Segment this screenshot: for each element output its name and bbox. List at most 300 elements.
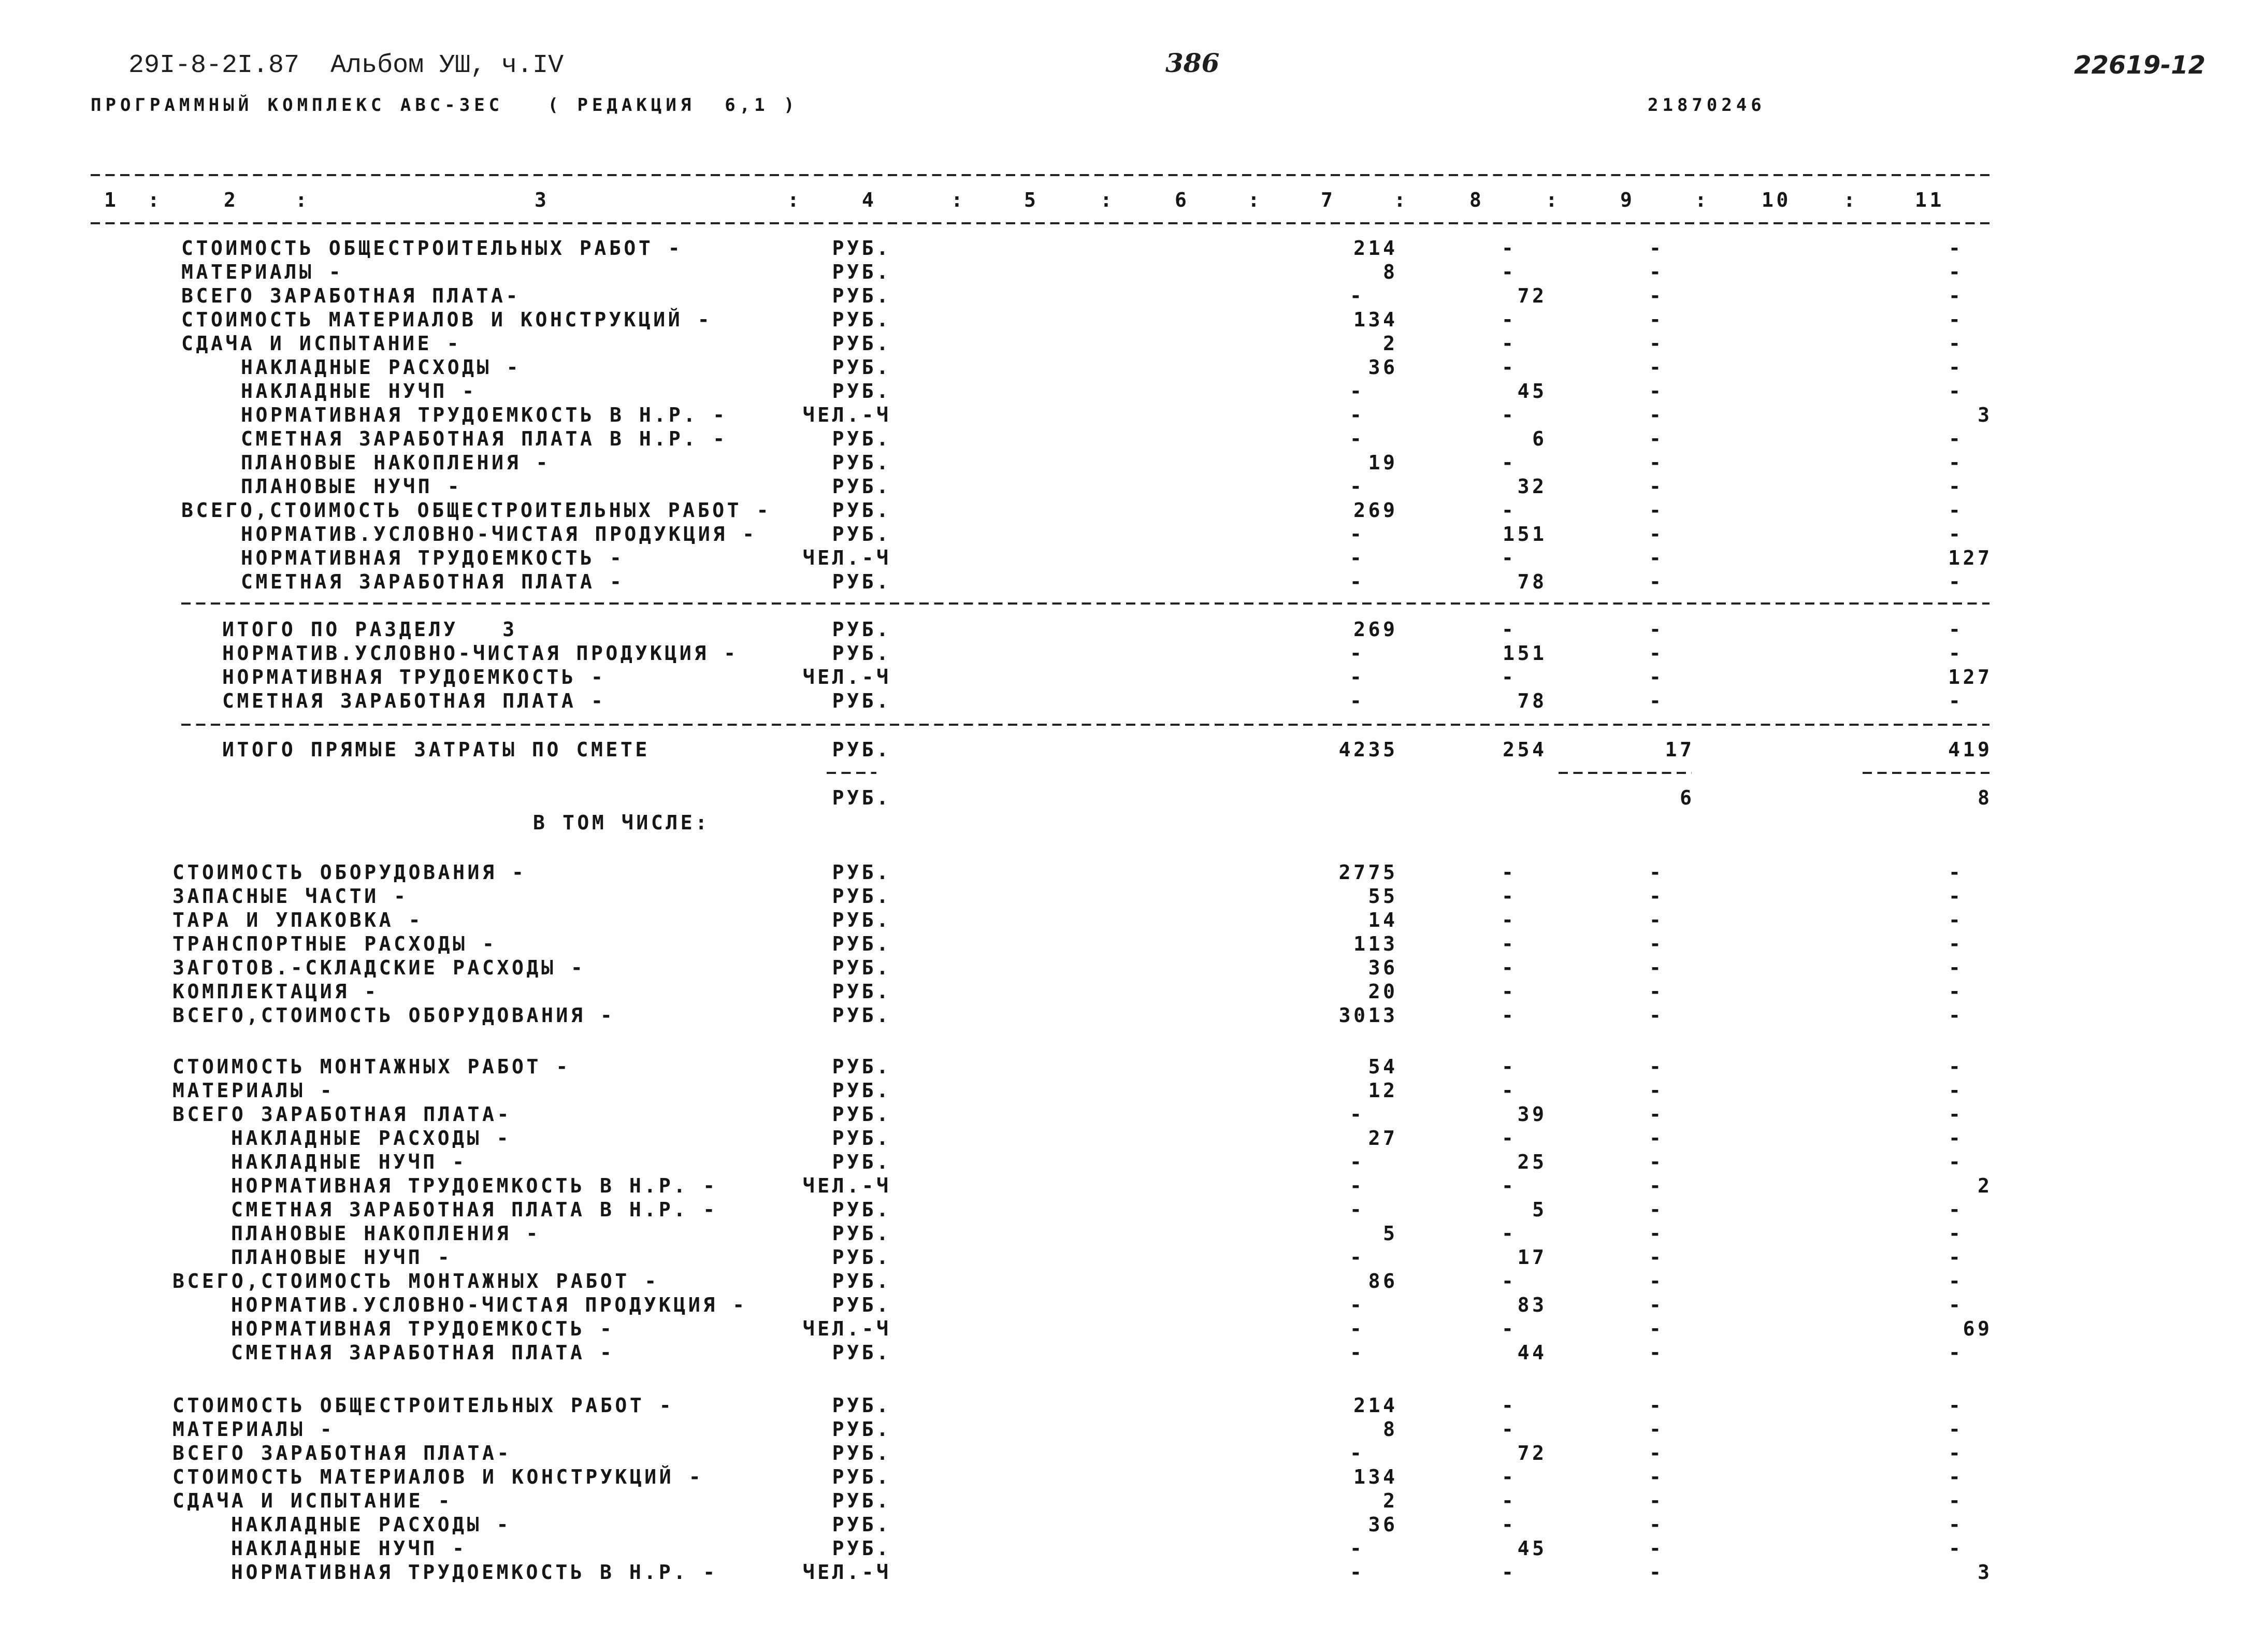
cell-col8: 32 — [1517, 475, 1547, 498]
table-row — [0, 1536, 2264, 1560]
row-unit: РУБ. — [832, 1466, 891, 1488]
column-number-7: 7 — [1321, 189, 1336, 211]
cell-col7: 14 — [1368, 909, 1398, 931]
cell-col9: - — [1649, 1004, 1664, 1027]
cell-col8: - — [1502, 451, 1517, 474]
album-title: 29I-8-2I.87 Альбом УШ, ч.IV — [128, 51, 564, 80]
cell-col8: - — [1502, 1222, 1517, 1245]
table-row — [0, 355, 2264, 379]
section-total-by-part — [0, 617, 2264, 713]
cell-col11: - — [1949, 1489, 1964, 1512]
cell-col8: 6 — [1532, 427, 1547, 450]
cell-col9: - — [1649, 1222, 1664, 1245]
cell-col11: - — [1949, 261, 1964, 283]
row-unit: ЧЕЛ.-Ч — [802, 1174, 891, 1197]
row-label: СТОИМОСТЬ МАТЕРИАЛОВ И КОНСТРУКЦИЙ - — [181, 308, 713, 331]
table-row — [0, 860, 2264, 884]
table-row — [0, 260, 2264, 284]
cell-col9: - — [1649, 618, 1664, 641]
cell-col11: - — [1949, 237, 1964, 260]
cell-col7: - — [1350, 1198, 1365, 1221]
row-label: НАКЛАДНЫЕ РАСХОДЫ - — [231, 1513, 512, 1536]
cell-col9: - — [1649, 1246, 1664, 1269]
column-number-4: 4 — [862, 189, 877, 211]
cell-col8: 5 — [1532, 1198, 1547, 1221]
cell-col9: - — [1649, 356, 1664, 379]
row-label: ЗАГОТОВ.-СКЛАДСКИЕ РАСХОДЫ - — [172, 956, 586, 979]
cell-col11: - — [1949, 1418, 1964, 1441]
row-label: НОРМАТИВНАЯ ТРУДОЕМКОСТЬ - — [231, 1317, 615, 1340]
table-row — [0, 1126, 2264, 1150]
cell-col7: - — [1350, 404, 1365, 426]
cell-col9: - — [1649, 404, 1664, 426]
section-installation — [0, 1055, 2264, 1364]
row-label: НАКЛАДНЫЕ НУЧП - — [241, 380, 477, 403]
table-row — [0, 1317, 2264, 1341]
cell-col11: - — [1949, 956, 1964, 979]
row-unit: РУБ. — [832, 1198, 891, 1221]
row-label: ПЛАНОВЫЕ НАКОПЛЕНИЯ - — [231, 1222, 541, 1245]
cell-col11: - — [1949, 1055, 1964, 1078]
cell-col7: 5 — [1383, 1222, 1398, 1245]
cell-col11: - — [1949, 308, 1964, 331]
cell-col8: 78 — [1517, 570, 1547, 593]
cell-col7: 2 — [1383, 1489, 1398, 1512]
row-label: ПЛАНОВЫЕ НАКОПЛЕНИЯ - — [241, 451, 551, 474]
column-separator: : — [787, 189, 802, 211]
cell-col11: 3 — [1978, 404, 1993, 426]
row-label: ВСЕГО ЗАРАБОТНАЯ ПЛАТА- — [181, 284, 521, 307]
cell-col7: 36 — [1368, 956, 1398, 979]
table-row — [0, 617, 2264, 641]
cell-col7: - — [1350, 475, 1365, 498]
cell-col7: 113 — [1353, 932, 1398, 955]
cell-col9: - — [1649, 689, 1664, 712]
cell-col11: - — [1949, 932, 1964, 955]
cell-col9: - — [1649, 980, 1664, 1003]
row-unit: ЧЕЛ.-Ч — [802, 547, 891, 569]
cell-col9: - — [1649, 1270, 1664, 1292]
cell-col11: - — [1949, 1246, 1964, 1269]
cell-col8: - — [1502, 1317, 1517, 1340]
dashed-rule — [91, 174, 1989, 176]
column-number-9: 9 — [1620, 189, 1635, 211]
cell-col8: - — [1502, 261, 1517, 283]
cell-col8: - — [1502, 1270, 1517, 1292]
row-unit: РУБ. — [832, 475, 891, 498]
cell-col9: - — [1649, 284, 1664, 307]
cell-col8: - — [1502, 1004, 1517, 1027]
cell-col9: - — [1649, 909, 1664, 931]
row-unit: РУБ. — [832, 1418, 891, 1441]
row-unit: ЧЕЛ.-Ч — [802, 1317, 891, 1340]
row-unit: РУБ. — [832, 861, 891, 884]
cell-col8: 39 — [1517, 1103, 1547, 1126]
column-separator: : — [148, 189, 163, 211]
cell-col9: - — [1649, 1513, 1664, 1536]
table-row — [0, 956, 2264, 980]
row-label: ВСЕГО,СТОИМОСТЬ МОНТАЖНЫХ РАБОТ - — [172, 1270, 659, 1292]
row-unit: ЧЕЛ.-Ч — [802, 1561, 891, 1584]
row-unit: РУБ. — [832, 499, 891, 522]
cell-col9: - — [1649, 932, 1664, 955]
cell-col8: - — [1502, 666, 1517, 688]
cell-col11: - — [1949, 1222, 1964, 1245]
column-number-3: 3 — [535, 189, 550, 211]
cell-col11: - — [1949, 451, 1964, 474]
cell-col8: - — [1502, 618, 1517, 641]
document-code: 22619-12 — [2074, 51, 2205, 80]
cell-col8: - — [1502, 861, 1517, 884]
table-row — [0, 738, 2264, 762]
table-row — [0, 665, 2264, 689]
table-row — [0, 884, 2264, 908]
row-label: НОРМАТИВ.УСЛОВНО-ЧИСТАЯ ПРОДУКЦИЯ - — [241, 523, 757, 545]
row-unit: РУБ. — [832, 956, 891, 979]
table-row — [0, 1269, 2264, 1293]
cell-col9: - — [1649, 1103, 1664, 1126]
table-row — [0, 1079, 2264, 1102]
row-unit: РУБ. — [832, 1103, 891, 1126]
cell-col11: - — [1949, 642, 1964, 665]
row-label: СДАЧА И ИСПЫТАНИЕ - — [181, 332, 462, 355]
cell-col7: 8 — [1383, 1418, 1398, 1441]
page-number: 386 — [1165, 48, 1220, 78]
row-unit: РУБ. — [832, 332, 891, 355]
cell-col11: - — [1949, 1394, 1964, 1417]
underline-rule — [1863, 772, 1989, 774]
row-label: СТОИМОСТЬ ОБЩЕСТРОИТЕЛЬНЫХ РАБОТ - — [172, 1394, 674, 1417]
cell-col7: - — [1350, 570, 1365, 593]
cell-col9: - — [1649, 1341, 1664, 1364]
row-label: СТОИМОСТЬ ОБЩЕСТРОИТЕЛЬНЫХ РАБОТ - — [181, 237, 683, 260]
row-label: СМЕТНАЯ ЗАРАБОТНАЯ ПЛАТА - — [231, 1341, 615, 1364]
row-unit: РУБ. — [832, 689, 891, 712]
cell-col9: - — [1649, 1127, 1664, 1150]
row-unit: РУБ. — [832, 1442, 891, 1464]
cell-col11: - — [1949, 1270, 1964, 1292]
row-unit: РУБ. — [832, 642, 891, 665]
cell-col8: - — [1502, 980, 1517, 1003]
table-row — [0, 1293, 2264, 1317]
row-unit: РУБ. — [832, 1004, 891, 1027]
row-label: СДАЧА И ИСПЫТАНИЕ - — [172, 1489, 453, 1512]
cell-col11: - — [1949, 689, 1964, 712]
table-row — [0, 1560, 2264, 1584]
cell-col7: - — [1350, 1537, 1365, 1560]
cell-col11: - — [1949, 618, 1964, 641]
column-number-1: 1 — [104, 189, 119, 211]
cell-col7: - — [1350, 642, 1365, 665]
including-heading: В ТОМ ЧИСЛЕ: — [533, 811, 710, 834]
table-row — [0, 570, 2264, 594]
row-unit: РУБ. — [832, 427, 891, 450]
cell-col8: - — [1502, 1513, 1517, 1536]
cell-col9: - — [1649, 523, 1664, 545]
row-label: НАКЛАДНЫЕ РАСХОДЫ - — [241, 356, 522, 379]
row-unit: РУБ. — [832, 1151, 891, 1173]
row-unit: РУБ. — [832, 380, 891, 403]
row-label: НАКЛАДНЫЕ НУЧП - — [231, 1537, 467, 1560]
column-separator: : — [1394, 189, 1409, 211]
program-line: ПРОГРАММНЫЙ КОМПЛЕКС АВС-3ЕС ( РЕДАКЦИЯ 6,1 ) — [91, 95, 799, 116]
row-label: ТАРА И УПАКОВКА - — [172, 909, 424, 931]
table-row — [0, 1174, 2264, 1198]
cell-col11: - — [1949, 1294, 1964, 1316]
cell-col8: - — [1502, 547, 1517, 569]
row-label: НОРМАТИВНАЯ ТРУДОЕМКОСТЬ - — [241, 547, 625, 569]
cell-col8: 78 — [1517, 689, 1547, 712]
cell-col11: - — [1949, 523, 1964, 545]
table-row — [0, 980, 2264, 1003]
row-unit: РУБ. — [832, 523, 891, 545]
dashed-rule — [181, 724, 1989, 726]
cell-col7: 2775 — [1338, 861, 1398, 884]
direct-costs-subtotal — [0, 786, 2264, 810]
cell-col7: - — [1350, 380, 1365, 403]
cell-col11: 3 — [1978, 1561, 1993, 1584]
row-unit: РУБ. — [832, 980, 891, 1003]
cell-col9: - — [1649, 1442, 1664, 1464]
cell-col8: 72 — [1517, 1442, 1547, 1464]
row-label: СМЕТНАЯ ЗАРАБОТНАЯ ПЛАТА В Н.Р. - — [231, 1198, 718, 1221]
row-unit: РУБ. — [832, 356, 891, 379]
cell-col7: - — [1350, 547, 1365, 569]
cell-col7: 269 — [1353, 618, 1398, 641]
cell-col9: - — [1649, 237, 1664, 260]
row-label: ТРАНСПОРТНЫЕ РАСХОДЫ - — [172, 932, 497, 955]
row-label: ЗАПАСНЫЕ ЧАСТИ - — [172, 885, 409, 908]
row-label: СМЕТНАЯ ЗАРАБОТНАЯ ПЛАТА - — [222, 689, 606, 712]
row-label: ВСЕГО ЗАРАБОТНАЯ ПЛАТА- — [172, 1442, 512, 1464]
cell-col7: 4235 — [1338, 738, 1398, 761]
cell-col11: - — [1949, 570, 1964, 593]
cell-col9: - — [1649, 861, 1664, 884]
cell-col8: - — [1502, 1466, 1517, 1488]
row-unit: РУБ. — [832, 570, 891, 593]
cell-col8: - — [1502, 909, 1517, 931]
cell-col7: 36 — [1368, 356, 1398, 379]
table-row — [0, 1513, 2264, 1536]
cell-col11: - — [1949, 284, 1964, 307]
row-unit: РУБ. — [832, 1270, 891, 1292]
row-unit: РУБ. — [832, 1513, 891, 1536]
cell-col8: - — [1502, 1055, 1517, 1078]
cell-col8: 45 — [1517, 1537, 1547, 1560]
cell-col7: 269 — [1353, 499, 1398, 522]
table-row — [0, 908, 2264, 932]
cell-col7: - — [1350, 1561, 1365, 1584]
cell-col7: 36 — [1368, 1513, 1398, 1536]
table-row — [0, 932, 2264, 956]
cell-col7: 2 — [1383, 332, 1398, 355]
column-number-5: 5 — [1024, 189, 1039, 211]
cell-col8: - — [1502, 885, 1517, 908]
row-label: НОРМАТИВНАЯ ТРУДОЕМКОСТЬ В Н.Р. - — [241, 404, 728, 426]
table-row — [0, 1003, 2264, 1027]
cell-col9: - — [1649, 1537, 1664, 1560]
row-label: ПЛАНОВЫЕ НУЧП - — [241, 475, 463, 498]
table-row — [0, 689, 2264, 713]
cell-col11: 69 — [1963, 1317, 1993, 1340]
row-unit: РУБ. — [832, 1222, 891, 1245]
cell-col9: - — [1649, 1294, 1664, 1316]
cell-col9: - — [1649, 1055, 1664, 1078]
cell-col9: - — [1649, 1151, 1664, 1173]
cell-col7: - — [1350, 666, 1365, 688]
row-label: СМЕТНАЯ ЗАРАБОТНАЯ ПЛАТА В Н.Р. - — [241, 427, 728, 450]
column-separator: : — [951, 189, 966, 211]
cell-col7: - — [1350, 689, 1365, 712]
cell-col7: - — [1350, 1246, 1365, 1269]
cell-col7: 134 — [1353, 308, 1398, 331]
column-separator: : — [1248, 189, 1263, 211]
underline-rule — [827, 772, 876, 774]
cell-col11: - — [1949, 1198, 1964, 1221]
table-row — [0, 379, 2264, 403]
table-row — [0, 1222, 2264, 1245]
cell-col9: - — [1649, 1489, 1664, 1512]
table-row — [0, 1489, 2264, 1513]
cell-col8: - — [1502, 1079, 1517, 1102]
table-row — [0, 332, 2264, 355]
cell-col11: 127 — [1948, 666, 1993, 688]
cell-col8: - — [1502, 308, 1517, 331]
cell-col8: - — [1502, 956, 1517, 979]
table-row — [0, 284, 2264, 308]
table-row — [0, 546, 2264, 570]
row-label: ВСЕГО ЗАРАБОТНАЯ ПЛАТА- — [172, 1103, 512, 1126]
cell-col7: 12 — [1368, 1079, 1398, 1102]
row-label: НАКЛАДНЫЕ РАСХОДЫ - — [231, 1127, 512, 1150]
cell-col8: 25 — [1517, 1151, 1547, 1173]
cell-col11: - — [1949, 1004, 1964, 1027]
cell-col11: - — [1949, 1127, 1964, 1150]
cell-col7: 27 — [1368, 1127, 1398, 1150]
cell-col9: - — [1649, 570, 1664, 593]
cell-col11: - — [1949, 980, 1964, 1003]
table-row — [0, 498, 2264, 522]
cell-col8: 151 — [1503, 523, 1547, 545]
cell-col11: - — [1949, 1442, 1964, 1464]
row-label: ИТОГО ПРЯМЫЕ ЗАТРАТЫ ПО СМЕТЕ — [222, 738, 650, 761]
cell-col9: - — [1649, 475, 1664, 498]
row-unit: ЧЕЛ.-Ч — [802, 666, 891, 688]
row-unit: РУБ. — [832, 932, 891, 955]
table-row — [0, 427, 2264, 451]
dashed-rule — [181, 602, 1989, 605]
row-unit: РУБ. — [832, 1537, 891, 1560]
cell-col11: - — [1949, 332, 1964, 355]
cell-col11: 8 — [1978, 786, 1993, 809]
table-row — [0, 1245, 2264, 1269]
cell-col8: - — [1502, 332, 1517, 355]
row-label: МАТЕРИАЛЫ - — [172, 1079, 335, 1102]
cell-col11: 419 — [1948, 738, 1993, 761]
cell-col9: - — [1649, 642, 1664, 665]
cell-col9: - — [1649, 427, 1664, 450]
row-unit: РУБ. — [832, 237, 891, 260]
cell-col9: - — [1649, 1198, 1664, 1221]
cell-col11: - — [1949, 475, 1964, 498]
cell-col9: - — [1649, 451, 1664, 474]
cell-col9: - — [1649, 1079, 1664, 1102]
cell-col8: 151 — [1503, 642, 1547, 665]
table-row — [0, 1102, 2264, 1126]
cell-col7: 86 — [1368, 1270, 1398, 1292]
column-separator: : — [1843, 189, 1858, 211]
cell-col11: - — [1949, 1466, 1964, 1488]
table-row — [0, 522, 2264, 546]
cell-col8: - — [1502, 932, 1517, 955]
row-label: ВСЕГО,СТОИМОСТЬ ОБОРУДОВАНИЯ - — [172, 1004, 615, 1027]
table-row — [0, 475, 2264, 498]
cell-col8: 45 — [1517, 380, 1547, 403]
table-row — [0, 308, 2264, 332]
table-row — [0, 236, 2264, 260]
cell-col7: 3013 — [1338, 1004, 1398, 1027]
row-label: ВСЕГО,СТОИМОСТЬ ОБЩЕСТРОИТЕЛЬНЫХ РАБОТ - — [181, 499, 772, 522]
column-separator: : — [1546, 189, 1561, 211]
cell-col7: 54 — [1368, 1055, 1398, 1078]
row-unit: РУБ. — [832, 909, 891, 931]
row-unit: РУБ. — [832, 738, 891, 761]
cell-col9: 17 — [1665, 738, 1695, 761]
cell-col9: - — [1649, 666, 1664, 688]
table-row — [0, 451, 2264, 475]
cell-col7: - — [1350, 284, 1365, 307]
table-row — [0, 1417, 2264, 1441]
cell-col8: 254 — [1503, 738, 1547, 761]
cell-col9: - — [1649, 956, 1664, 979]
cell-col8: 44 — [1517, 1341, 1547, 1364]
table-row — [0, 1150, 2264, 1174]
row-unit: РУБ. — [832, 451, 891, 474]
row-unit: ЧЕЛ.-Ч — [802, 404, 891, 426]
cell-col9: - — [1649, 1418, 1664, 1441]
column-separator: : — [1695, 189, 1710, 211]
row-unit: РУБ. — [832, 885, 891, 908]
cell-col7: - — [1350, 1341, 1365, 1364]
row-label: СТОИМОСТЬ МОНТАЖНЫХ РАБОТ - — [172, 1055, 571, 1078]
cell-col9: - — [1649, 261, 1664, 283]
cell-col7: - — [1350, 1103, 1365, 1126]
cell-col7: 19 — [1368, 451, 1398, 474]
table-row — [0, 1441, 2264, 1465]
cell-col9: - — [1649, 1317, 1664, 1340]
row-unit: РУБ. — [832, 1294, 891, 1316]
cell-col9: - — [1649, 1174, 1664, 1197]
cell-col7: - — [1350, 1442, 1365, 1464]
row-label: НАКЛАДНЫЕ НУЧП - — [231, 1151, 467, 1173]
table-row — [0, 1198, 2264, 1222]
table-row — [0, 641, 2264, 665]
cell-col9: - — [1649, 1394, 1664, 1417]
row-unit: РУБ. — [832, 1489, 891, 1512]
table-row — [0, 1394, 2264, 1417]
cell-col8: - — [1502, 1394, 1517, 1417]
cell-col7: 20 — [1368, 980, 1398, 1003]
table-row — [0, 1465, 2264, 1489]
cell-col11: - — [1949, 356, 1964, 379]
row-label: ПЛАНОВЫЕ НУЧП - — [231, 1246, 453, 1269]
column-separator: : — [295, 189, 310, 211]
cell-col8: - — [1502, 1489, 1517, 1512]
row-label: СМЕТНАЯ ЗАРАБОТНАЯ ПЛАТА - — [241, 570, 625, 593]
row-label: МАТЕРИАЛЫ - — [181, 261, 344, 283]
cell-col11: - — [1949, 1151, 1964, 1173]
cell-col7: - — [1350, 1294, 1365, 1316]
